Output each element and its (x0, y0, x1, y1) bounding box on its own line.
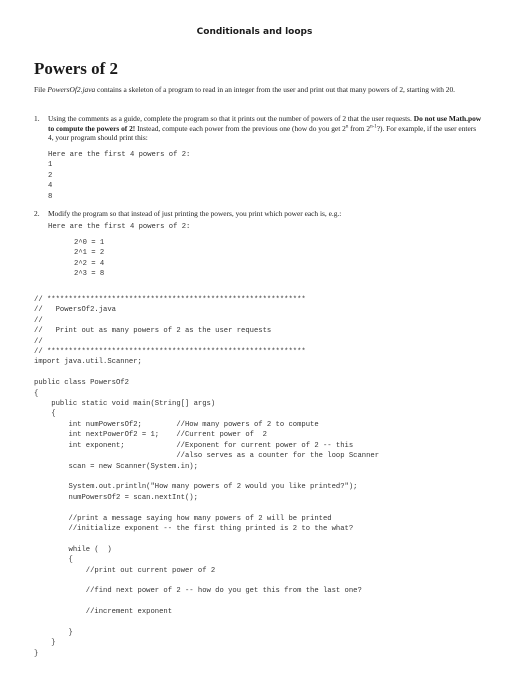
item-text: Modify the program so that instead of just printing the powers, you print which power each is, e.g.: (48, 209, 342, 218)
page-title: Powers of 2 (34, 59, 119, 78)
intro-paragraph (34, 85, 484, 95)
example-output-2-powers: 2^0 = 1 2^1 = 2 2^2 = 4 2^3 = 8 (74, 239, 105, 279)
item1-text-a: Using the comments as a guide, complete the program so that it prints out the number of powers of 2 that the user requests. (48, 114, 414, 123)
item-number: 1. (34, 114, 40, 123)
java-code-listing: // ************************************************************ // PowersOf2.java // // Print out as many powers of 2 as the user requests // // ************************************************************ import java.util.Scanner; public class PowersOf2 { public static void main(String[] args) { int numPowersOf2; //How many powers of 2 to compute int nextPowerOf2 = 1; //Current power of 2 int exponent; //Exponent for current power of 2 -- this //also serves as a counter for the loop Scanner scan = new Scanner(System.in); System.out.println("How many powers of 2 would you like printed?"); numPowersOf2 = scan.nextInt(); //print a message saying how many powers of 2 will be printed //initialize exponent -- the first thing printed is 2 to the what? while ( ) { //print out current power of 2 //find next power of 2 -- how do you get this from the last one? //increment exponent } } } (34, 296, 380, 658)
section-header: Conditionals and loops (196, 27, 313, 37)
item-text (48, 114, 482, 143)
intro-rest: contains a skeleton of a program to read in an integer from the user and print out that many powers of 2, starting with 20. (95, 85, 455, 94)
item1-text-b: Instead, compute each power from the previous one (how do you get 2 (135, 123, 346, 133)
item1-text-d: ?). For example, if the user enters 4, your program should print this: (48, 123, 477, 143)
item-number: 2. (34, 209, 40, 218)
item1-bold-warning: Do not use Math.pow to compute the powers of 2! (48, 114, 482, 133)
item1-text-c: from 2 (348, 123, 371, 133)
intro-filename: PowersOf2.java (47, 85, 96, 94)
example-output-1: Here are the first 4 powers of 2: 1 2 4 8 (48, 151, 191, 201)
item1-sup-n-minus-1: n-1 (370, 124, 377, 130)
example-output-2-heading: Here are the first 4 powers of 2: (48, 223, 191, 231)
item1-sup-n: n (345, 124, 349, 130)
intro-pre: File (34, 85, 48, 94)
